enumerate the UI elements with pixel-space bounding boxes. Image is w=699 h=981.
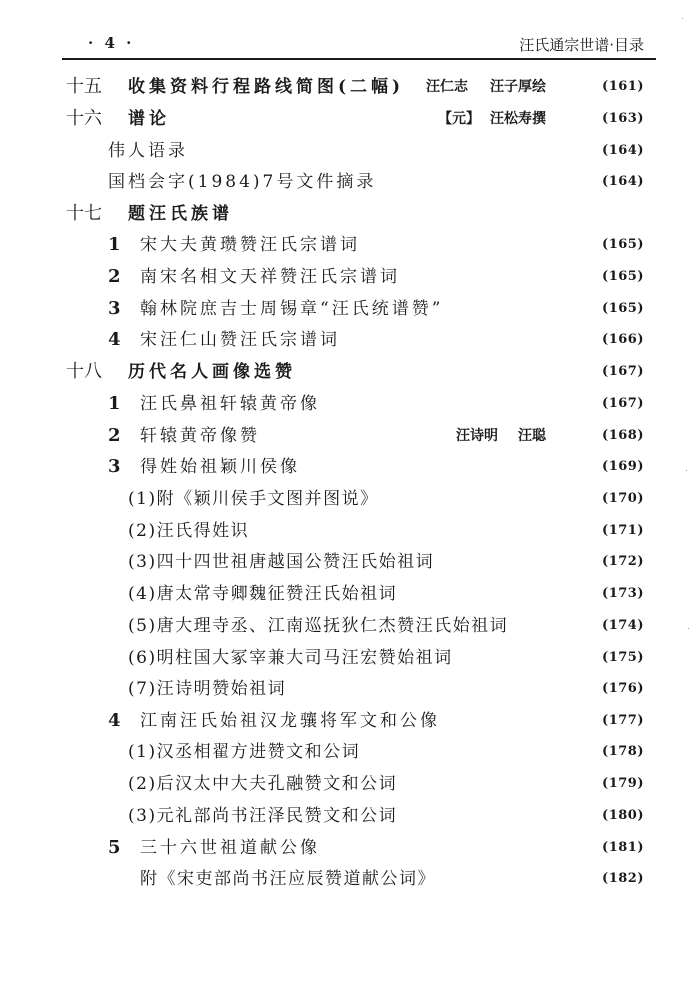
entry-page: (173) xyxy=(602,586,644,601)
entry-number: 1 xyxy=(108,234,121,255)
entry-title: 谱论 xyxy=(128,109,170,129)
entry-page: (170) xyxy=(602,491,644,506)
toc-entry[interactable] xyxy=(0,452,699,482)
entry-page: (163) xyxy=(602,111,644,126)
entry-page: (181) xyxy=(602,840,644,855)
entry-dynasty: 【元】 xyxy=(438,111,480,127)
entry-page: (178) xyxy=(602,744,644,759)
entry-title: 南宋名相文天祥赞汪氏宗谱词 xyxy=(140,267,400,287)
entry-title: 题汪氏族谱 xyxy=(128,204,233,224)
entry-page: (182) xyxy=(602,871,644,886)
entry-number: 4 xyxy=(108,329,121,350)
toc-entry[interactable] xyxy=(0,167,699,197)
entry-title: 江南汪氏始祖汉龙骧将军文和公像 xyxy=(140,711,440,731)
entry-number: 3 xyxy=(108,298,121,319)
entry-title: 轩辕黄帝像赞 xyxy=(140,426,260,446)
entry-page: (179) xyxy=(602,776,644,791)
entry-page: (176) xyxy=(602,681,644,696)
entry-title: (4)唐太常寺卿魏征赞汪氏始祖词 xyxy=(128,584,398,604)
entry-title: 得姓始祖颖川侯像 xyxy=(140,457,300,477)
entry-author: 汪诗明 xyxy=(456,428,498,444)
entry-page: (166) xyxy=(602,332,644,347)
toc-entry[interactable] xyxy=(0,136,699,166)
entry-page: (165) xyxy=(602,269,644,284)
entry-number: 5 xyxy=(108,837,121,858)
entry-title: 宋汪仁山赞汪氏宗谱词 xyxy=(140,330,340,350)
entry-number: 十五 xyxy=(66,76,102,97)
entry-page: (175) xyxy=(602,650,644,665)
entry-number: 4 xyxy=(108,710,121,731)
entry-page: (172) xyxy=(602,554,644,569)
toc-entry[interactable] xyxy=(0,389,699,419)
entry-title: (7)汪诗明赞始祖词 xyxy=(128,679,287,699)
entry-page: (164) xyxy=(602,143,644,158)
entry-page: (164) xyxy=(602,174,644,189)
entry-title: 汪氏鼻祖轩辕黄帝像 xyxy=(140,394,320,414)
toc-entry[interactable] xyxy=(0,674,699,704)
entry-title: 三十六世祖道献公像 xyxy=(140,838,320,858)
toc-entry[interactable] xyxy=(0,706,699,736)
entry-page: (171) xyxy=(602,523,644,538)
toc-entry[interactable] xyxy=(0,643,699,673)
entry-title: (2)汪氏得姓识 xyxy=(128,521,250,541)
toc-entry[interactable] xyxy=(0,104,699,134)
entry-author: 汪仁志 xyxy=(426,79,468,95)
toc-entry[interactable] xyxy=(0,421,699,451)
scan-speck xyxy=(686,470,687,471)
toc-entry[interactable] xyxy=(0,72,699,102)
entry-number: 2 xyxy=(108,266,121,287)
entry-title: 国档会字(1984)7号文件摘录 xyxy=(108,172,377,192)
entry-title: (2)后汉太中大夫孔融赞文和公词 xyxy=(128,774,398,794)
toc-entry[interactable] xyxy=(0,357,699,387)
entry-author: 汪子厚绘 xyxy=(490,79,546,95)
toc-entry[interactable] xyxy=(0,484,699,514)
toc-entry[interactable] xyxy=(0,579,699,609)
entry-page: (161) xyxy=(602,79,644,94)
entry-title: (3)元礼部尚书汪泽民赞文和公词 xyxy=(128,806,398,826)
page-header xyxy=(62,30,656,60)
toc-entry[interactable] xyxy=(0,833,699,863)
entry-page: (169) xyxy=(602,459,644,474)
toc-entry[interactable] xyxy=(0,230,699,260)
entry-title: 伟人语录 xyxy=(108,141,188,161)
entry-number: 十七 xyxy=(66,203,102,224)
entry-number: 十六 xyxy=(66,108,102,129)
entry-title: (1)附《颖川侯手文图并图说》 xyxy=(128,489,379,509)
toc-entry[interactable] xyxy=(0,516,699,546)
scan-speck xyxy=(688,628,689,629)
toc-entry[interactable] xyxy=(0,294,699,324)
entry-title: (5)唐大理寺丞、江南巡抚狄仁杰赞汪氏始祖词 xyxy=(128,616,509,636)
entry-number: 十八 xyxy=(66,361,102,382)
entry-page: (180) xyxy=(602,808,644,823)
entry-title: (3)四十四世祖唐越国公赞汪氏始祖词 xyxy=(128,552,435,572)
entry-page: (174) xyxy=(602,618,644,633)
entry-number: 2 xyxy=(108,425,121,446)
entry-title: 附《宋吏部尚书汪应辰赞道献公词》 xyxy=(140,869,436,889)
toc-entry[interactable] xyxy=(0,199,699,229)
entry-title: (1)汉丞相翟方进赞文和公词 xyxy=(128,742,361,762)
toc-entry[interactable] xyxy=(0,801,699,831)
entry-page: (167) xyxy=(602,396,644,411)
entry-title: 宋大夫黄瓒赞汪氏宗谱词 xyxy=(140,235,360,255)
entry-page: (177) xyxy=(602,713,644,728)
toc-entry[interactable] xyxy=(0,262,699,292)
entry-author: 汪聪 xyxy=(518,428,546,444)
toc-entry[interactable] xyxy=(0,737,699,767)
entry-page: (165) xyxy=(602,301,644,316)
toc-entry[interactable] xyxy=(0,611,699,641)
entry-author: 汪松寿撰 xyxy=(490,111,546,127)
entry-number: 3 xyxy=(108,456,121,477)
entry-title: 收集资料行程路线简图(二幅) xyxy=(128,77,405,97)
entry-title: 翰林院庶吉士周锡章“汪氏统谱赞” xyxy=(140,299,444,319)
entry-title: (6)明柱国大冢宰兼大司马汪宏赞始祖词 xyxy=(128,648,453,668)
entry-page: (168) xyxy=(602,428,644,443)
entry-page: (167) xyxy=(602,364,644,379)
entry-title: 历代名人画像选赞 xyxy=(128,362,296,382)
scan-speck xyxy=(682,18,683,19)
page-number: · 4 · xyxy=(88,34,135,52)
entry-page: (165) xyxy=(602,237,644,252)
toc-entry[interactable] xyxy=(0,864,699,894)
running-title: 汪氏通宗世谱·目录 xyxy=(519,36,644,54)
toc-entry[interactable] xyxy=(0,547,699,577)
toc-entry[interactable] xyxy=(0,325,699,355)
toc-entry[interactable] xyxy=(0,769,699,799)
entry-number: 1 xyxy=(108,393,121,414)
